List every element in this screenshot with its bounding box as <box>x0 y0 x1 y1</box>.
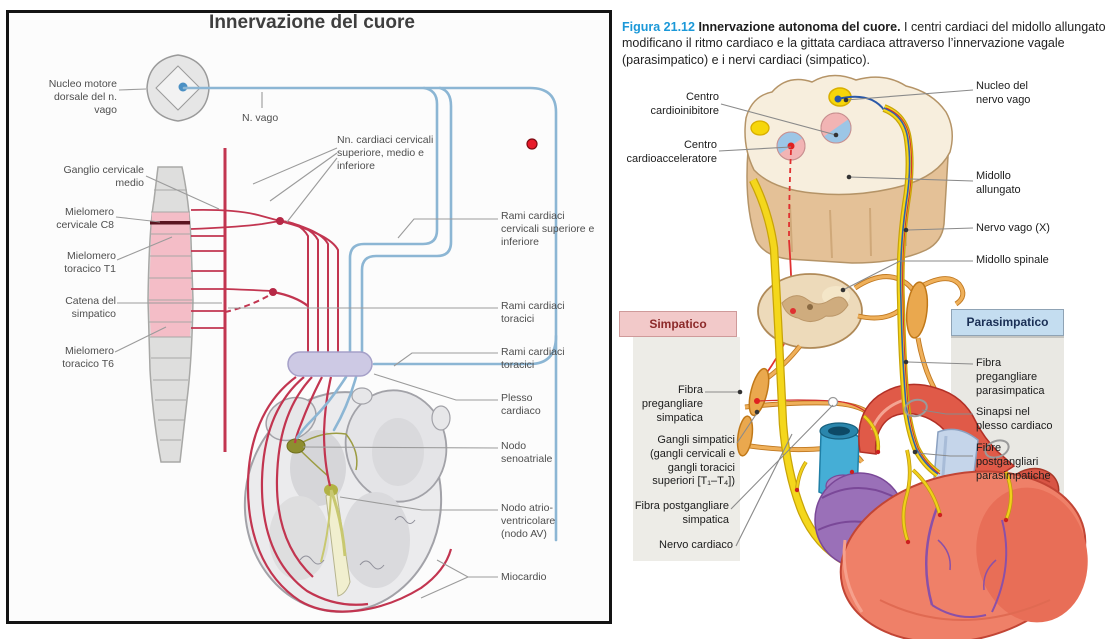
label-plesso-cardiaco: Plesso cardiaco <box>501 392 541 417</box>
label-midollo-spinale: Midollo spinale <box>976 254 1049 266</box>
label-nucleo-nervo-vago: Nucleo del nervo vago <box>976 80 1031 106</box>
left-figure-title: Innervazione del cuore <box>209 12 415 33</box>
label-rami-toracici-2: Rami cardiaci toracici <box>501 346 565 371</box>
label-centro-cardioinibitore: Centro cardioinibitore <box>650 91 719 117</box>
figure-caption <box>622 19 1106 69</box>
figure-number: Figura 21.12 <box>622 19 695 34</box>
label-rami-toracici-1: Rami cardiaci toracici <box>501 300 565 325</box>
label-gangli-simpatici: Gangli simpatici (gangli cervicali e gangli toracici superiori [T₁–T₄]) <box>650 434 735 488</box>
simpatico-tag: Simpatico <box>619 311 737 337</box>
label-catena-simpatico: Catena del simpatico <box>65 295 116 320</box>
label-rami-cervicali: Rami cardiaci cervicali superiore e inferiore <box>501 210 595 248</box>
thoracic-ganglion-dot <box>269 288 277 296</box>
label-nervo-vago-x: Nervo vago (X) <box>976 222 1050 234</box>
label-nn-cardiaci: Nn. cardiaci cervicali superiore, medio e inferiore <box>337 134 434 172</box>
middle-cervical-ganglion-dot <box>276 217 284 225</box>
accessory-nucleus-blob <box>751 121 769 135</box>
cardiac-plexus <box>288 352 372 376</box>
label-centro-cardioacceleratore: Centro cardioacceleratore <box>626 139 717 165</box>
label-nucleo-motore: Nucleo motore dorsale del n. vago <box>48 78 117 116</box>
label-miocardio: Miocardio <box>501 571 547 583</box>
cervical-ganglion <box>745 367 772 417</box>
label-fibra-pregangliare-parasimpatica: Fibra pregangliare parasimpatica <box>976 357 1045 397</box>
label-nodo-av: Nodo atrio-ventricolare (nodo AV) <box>501 502 556 540</box>
label-n-vago: N. vago <box>242 112 279 124</box>
label-mielomero-t6: Mielomero toracico T6 <box>62 345 114 370</box>
label-mielomero-t1: Mielomero toracico T1 <box>64 250 116 275</box>
label-fibra-pregangliare-simpatica: Fibra pregangliare simpatica <box>641 384 703 424</box>
spinal-cord-column <box>148 167 193 462</box>
caption-body: I centri cardiaci del midollo allungato modificano il ritmo cardiaco e la gittata cardiaca attraverso l’innervazione vagale (parasimpatico) e i nervi cardiaci (simpatico). <box>622 19 1106 67</box>
label-nervo-cardiaco: Nervo cardiaco <box>659 539 733 551</box>
label-nodo-senoatriale: Nodo senoatriale <box>501 440 553 465</box>
left-diagram <box>115 55 556 622</box>
label-mielomero-c8: Mielomero cervicale C8 <box>56 206 114 231</box>
caption-title: Innervazione autonoma del cuore. <box>698 19 901 34</box>
label-ganglio-cervicale-medio: Ganglio cervicale medio <box>63 164 144 189</box>
label-fibre-postgangliari-parasimpatiche: Fibre postgangliari parasimpatiche <box>976 442 1051 482</box>
label-fibra-postgangliare-simpatica: Fibra postgangliare simpatica <box>634 500 729 526</box>
label-midollo-allungato: Midollo allungato <box>976 170 1021 196</box>
parasimpatico-tag: Parasimpatico <box>951 309 1064 336</box>
label-sinapsi-plesso-cardiaco: Sinapsi nel plesso cardiaco <box>976 406 1053 432</box>
red-dot-marker <box>527 139 537 149</box>
